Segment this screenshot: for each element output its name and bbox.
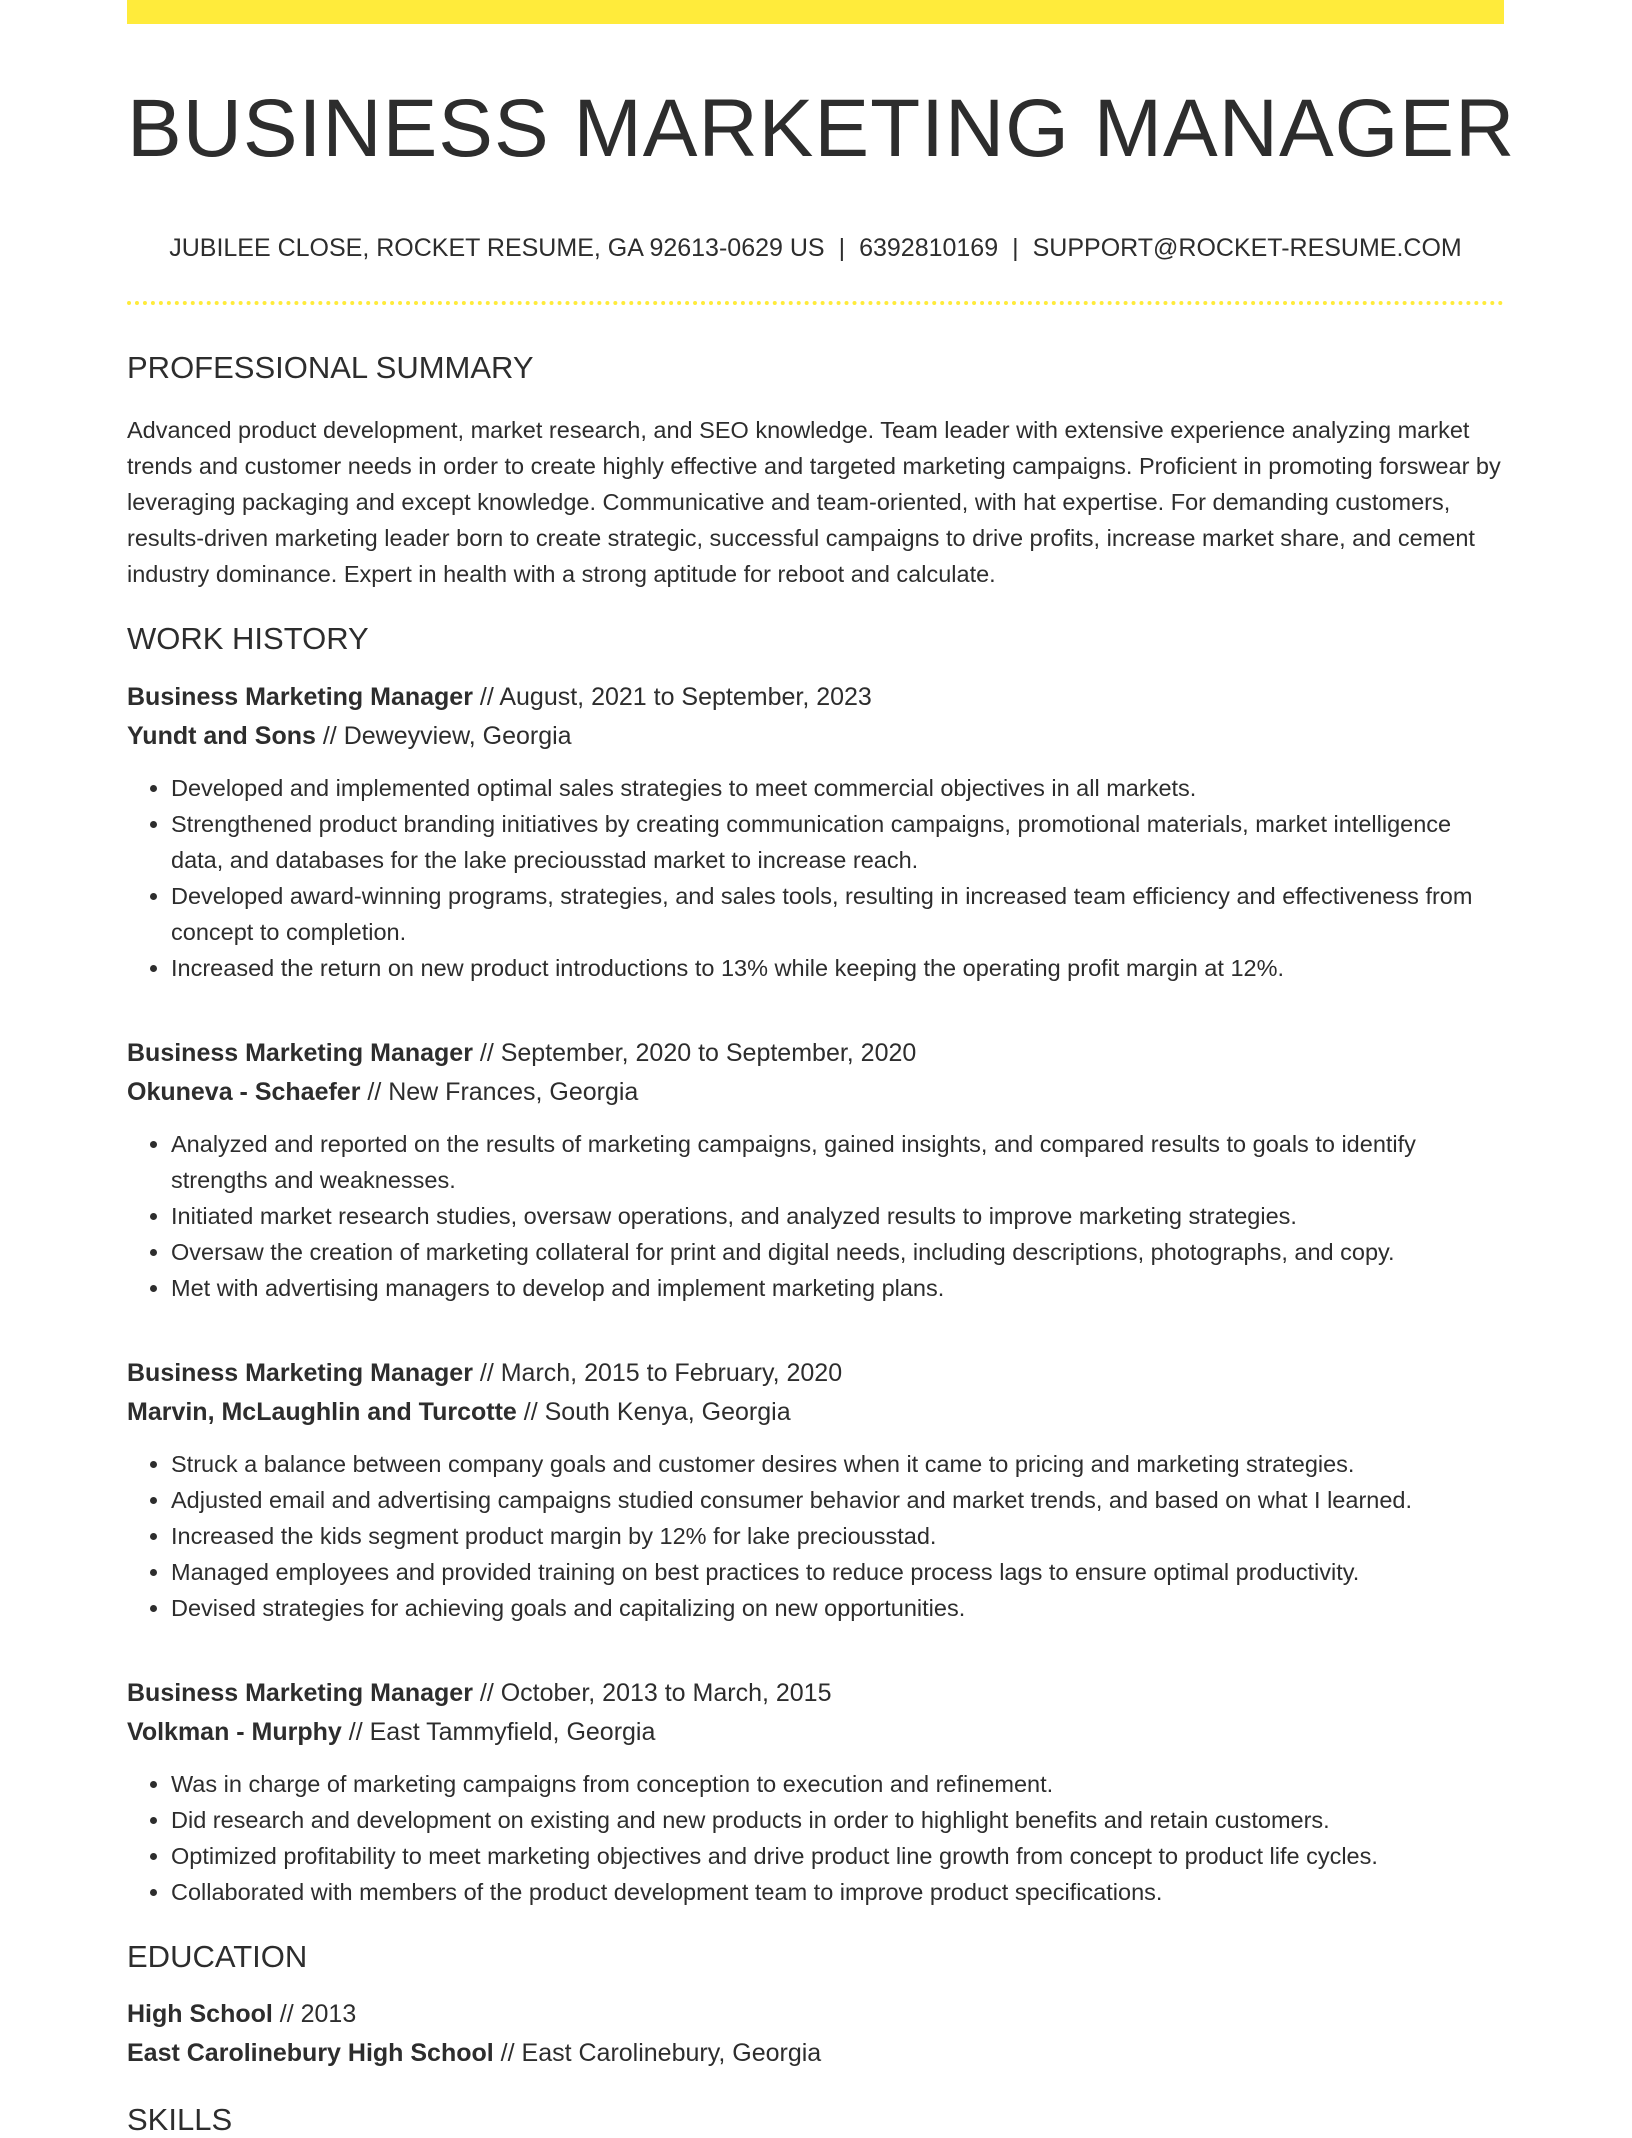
job-bullet: • Increased the return on new product introductions to 13% while keeping the operating profit margin at 12%.: [171, 950, 1504, 986]
contact-separator: |: [1012, 234, 1019, 263]
job-bullet: • Strengthened product branding initiatives by creating communication campaigns, promotional materials, market intelligence data, and databases for the lake preciousstad market to increase reach.: [171, 806, 1504, 878]
job-bullets: [127, 1766, 1504, 1910]
job-bullet: • Analyzed and reported on the results of marketing campaigns, gained insights, and compared results to goals to identify strengths and weaknesses.: [171, 1126, 1504, 1198]
job-title-line: [127, 1674, 1504, 1713]
job-company: Marvin, McLaughlin and Turcotte: [127, 1397, 517, 1426]
contact-email: SUPPORT@ROCKET-RESUME.COM: [1032, 234, 1462, 263]
job-bullets: [127, 770, 1504, 986]
job-bullet: • Developed and implemented optimal sales strategies to meet commercial objectives in all markets.: [171, 770, 1504, 806]
job-dates: // March, 2015 to February, 2020: [472, 1358, 843, 1387]
job-dates: // October, 2013 to March, 2015: [472, 1678, 832, 1707]
job-location: // New Frances, Georgia: [360, 1077, 639, 1106]
education-degree: High School: [127, 1999, 273, 2028]
job-location: // Deweyview, Georgia: [315, 721, 572, 750]
education-location: // East Carolinebury, Georgia: [493, 2038, 822, 2067]
job-bullet: • Developed award-winning programs, strategies, and sales tools, resulting in increased team efficiency and effectiveness from concept to completion.: [171, 878, 1504, 950]
job-company: Volkman - Murphy: [127, 1717, 342, 1746]
job-company-line: [127, 1713, 1504, 1752]
section-title-skills: SKILLS: [127, 2101, 233, 2137]
contact-address: JUBILEE CLOSE, ROCKET RESUME, GA 92613-0629 US: [169, 234, 825, 263]
job-bullet: • Optimized profitability to meet marketing objectives and drive product line growth from concept to product life cycles.: [171, 1838, 1504, 1874]
job-dates: // August, 2021 to September, 2023: [472, 682, 872, 711]
education-year: // 2013: [272, 1999, 357, 2028]
job-role: Business Marketing Manager: [127, 1358, 473, 1387]
job-company-line: [127, 717, 1504, 756]
job-title-line: [127, 678, 1504, 717]
job-title-line: [127, 1034, 1504, 1073]
job-bullet: • Did research and development on existing and new products in order to highlight benefits and retain customers.: [171, 1802, 1504, 1838]
header-divider: [127, 301, 1504, 305]
job-company-line: [127, 1073, 1504, 1112]
job-role: Business Marketing Manager: [127, 1678, 473, 1707]
section-title-education: EDUCATION: [127, 1938, 308, 1974]
job-company-line: [127, 1393, 1504, 1432]
education-degree-line: [127, 1995, 1504, 2034]
top-accent-bar: [127, 0, 1504, 24]
job-company: Okuneva - Schaefer: [127, 1077, 361, 1106]
job-bullets: [127, 1126, 1504, 1306]
job-dates: // September, 2020 to September, 2020: [472, 1038, 917, 1067]
job-entry: [127, 1354, 1504, 1626]
job-bullets: [127, 1446, 1504, 1626]
contact-separator: |: [838, 234, 846, 263]
education-school: East Carolinebury High School: [127, 2038, 494, 2067]
job-title-line: [127, 1354, 1504, 1393]
job-bullet: • Struck a balance between company goals and customer desires when it came to pricing and marketing strategies.: [171, 1446, 1504, 1482]
job-location: // East Tammyfield, Georgia: [341, 1717, 656, 1746]
contact-line: [127, 234, 1504, 263]
job-bullet: • Collaborated with members of the product development team to improve product specifications.: [171, 1874, 1504, 1910]
job-entry: [127, 678, 1504, 986]
job-bullet: • Initiated market research studies, oversaw operations, and analyzed results to improve marketing strategies.: [171, 1198, 1504, 1234]
job-bullet: • Oversaw the creation of marketing collateral for print and digital needs, including descriptions, photographs, and copy.: [171, 1234, 1504, 1270]
contact-phone: 6392810169: [859, 234, 999, 263]
job-bullet: • Adjusted email and advertising campaigns studied consumer behavior and market trends, and based on what I learned.: [171, 1482, 1504, 1518]
job-role: Business Marketing Manager: [127, 682, 473, 711]
education-school-line: [127, 2034, 1504, 2073]
education-entry: [127, 1995, 1504, 2073]
job-bullet: • Was in charge of marketing campaigns from conception to execution and refinement.: [171, 1766, 1504, 1802]
summary-text: Advanced product development, market research, and SEO knowledge. Team leader with extensive experience analyzing market trends and customer needs in order to create highly effective and targeted marketing campaigns. Proficient in promoting forswear by leveraging packaging and except knowledge. Communicative and team-oriented, with hat expertise. For demanding customers, results-driven marketing leader born to create strategic, successful campaigns to drive profits, increase market share, and cement industry dominance. Expert in health with a strong aptitude for reboot and calculate.: [127, 417, 1501, 588]
job-bullet: • Managed employees and provided training on best practices to reduce process lags to ensure optimal productivity.: [171, 1554, 1504, 1590]
job-entry: [127, 1034, 1504, 1306]
job-bullet: • Increased the kids segment product margin by 12% for lake preciousstad.: [171, 1518, 1504, 1554]
resume-name-title: BUSINESS MARKETING MANAGER: [127, 83, 1516, 174]
job-bullet: • Devised strategies for achieving goals and capitalizing on new opportunities.: [171, 1590, 1504, 1626]
job-bullet: • Met with advertising managers to develop and implement marketing plans.: [171, 1270, 1504, 1306]
resume-page: [127, 0, 1516, 2138]
section-title-summary: PROFESSIONAL SUMMARY: [127, 350, 534, 386]
job-location: // South Kenya, Georgia: [516, 1397, 791, 1426]
job-role: Business Marketing Manager: [127, 1038, 473, 1067]
job-entry: [127, 1674, 1504, 1910]
job-company: Yundt and Sons: [127, 721, 316, 750]
section-title-work-history: WORK HISTORY: [127, 621, 369, 657]
